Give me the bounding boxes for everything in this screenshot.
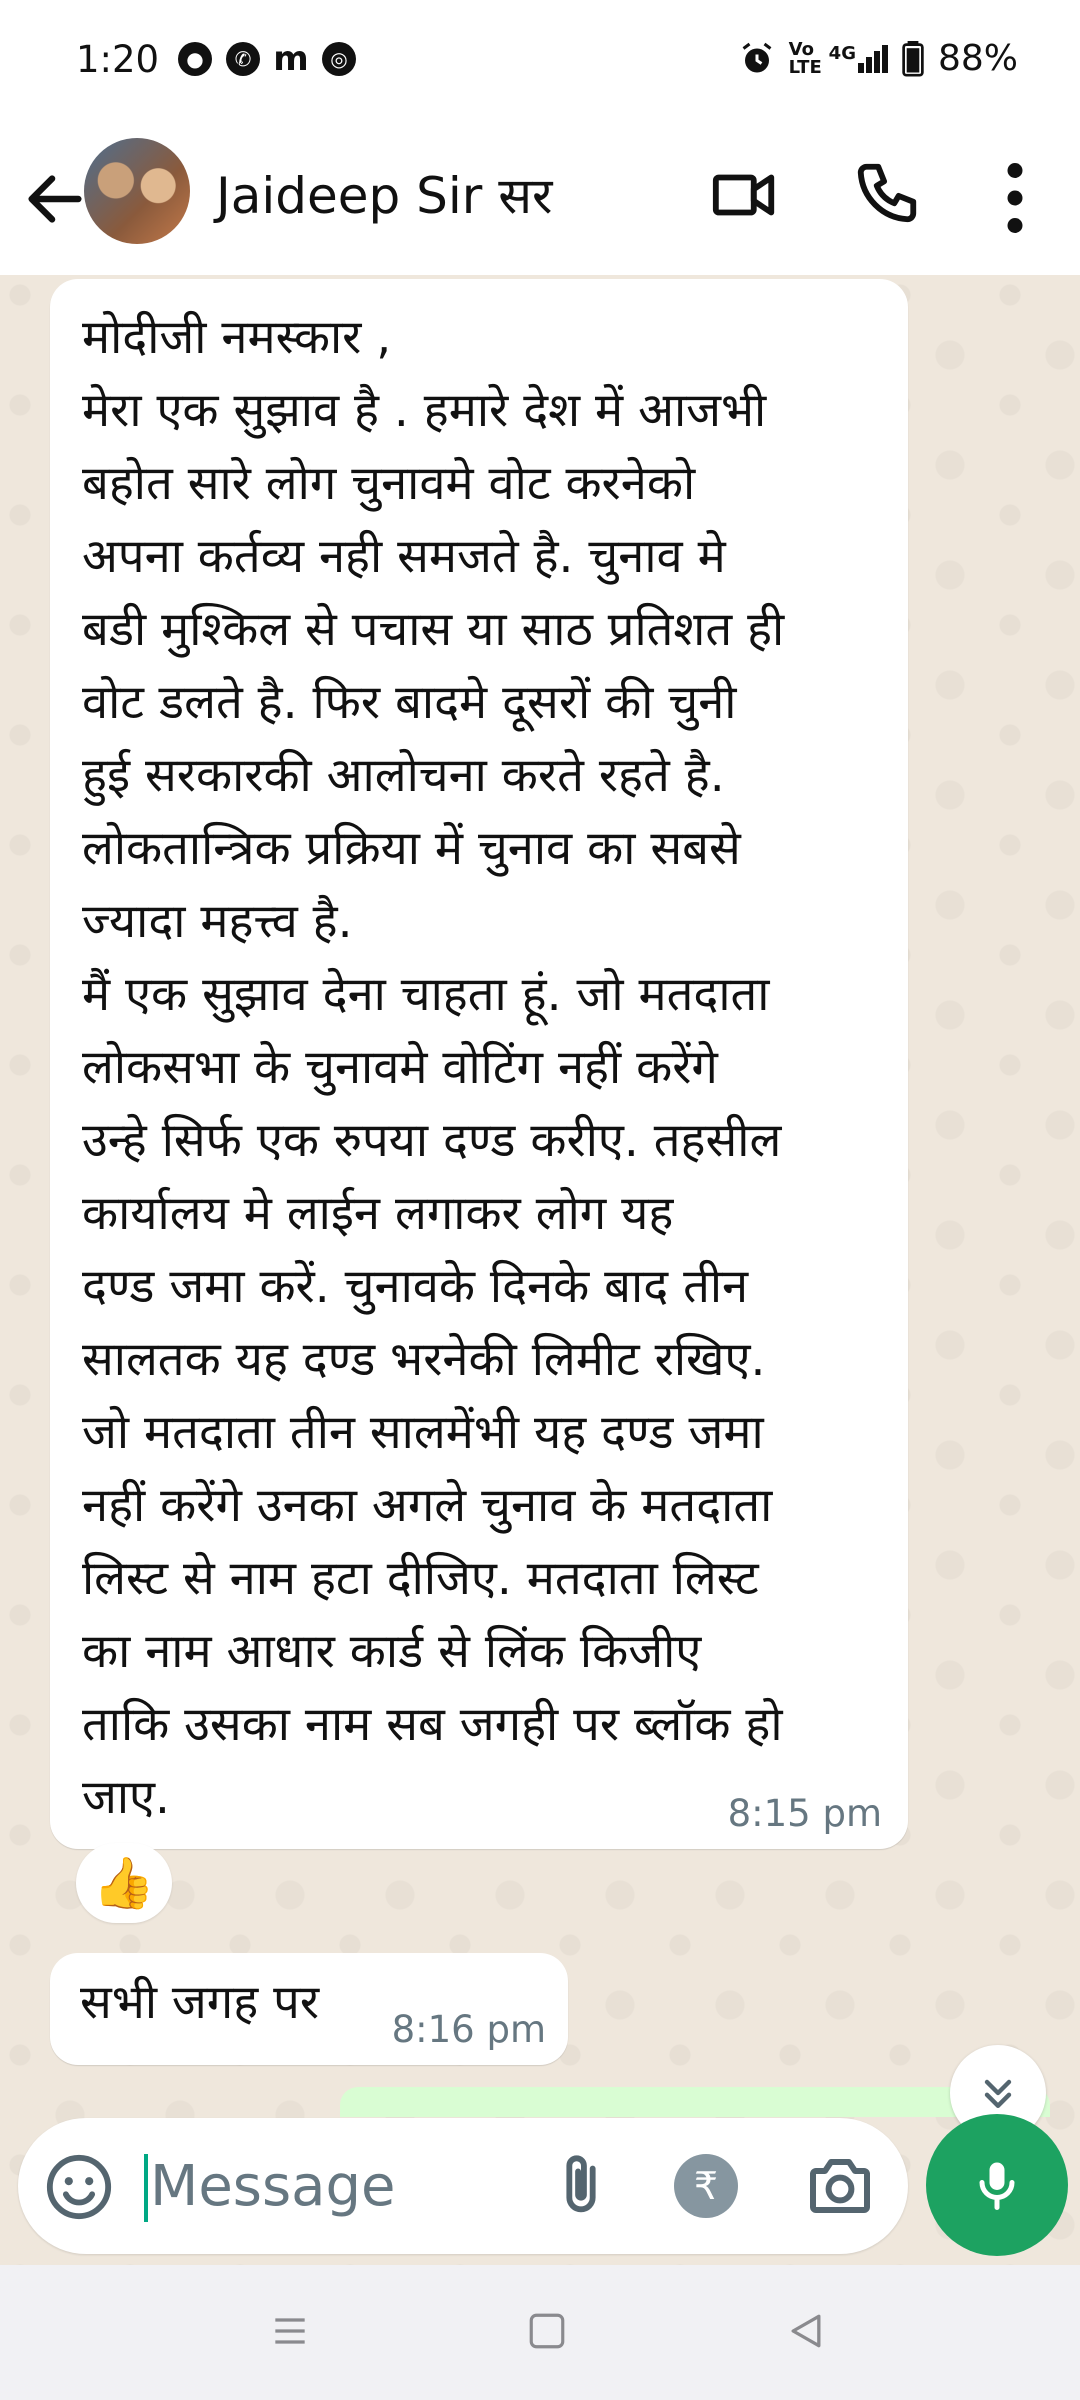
status-bar [0,0,1080,120]
camera-icon[interactable] [804,2150,876,2222]
m-icon: m [273,39,309,79]
status-time: 1:20 [76,38,160,81]
battery-percent: 88% [937,38,1018,79]
message-text: मोदीजी नमस्कार , मेरा एक सुझाव है . हमारे देश में आजभी बहोत सारे लोग चुनावमे वोट करनेको अपना कर्तव्य नही समजते है. चुनाव मे बडी मुश्किल से पचास या साठ प्रतिशत ही वोट डलते है. फिर बादमे दूसरों की चुनी हुई सरकारकी आलोचना करते रहते है. लोकतान्त्रिक प्रक्रिया में चुनाव का सबसे ज्यादा महत्त्व है. मैं एक सुझाव देना चाहता हूं. जो मतदाता लोकसभा के चुनावमे वोटिंग नहीं करेंगे उन्हे सिर्फ एक रुपया दण्ड करीए. तहसील कार्यालय मे लाईन लगाकर लोग यह दण्ड जमा करें. चुनावके दिनके बाद तीन सालतक यह दण्ड भरनेकी लिमीट रखिए. जो मतदाता तीन सालमेंभी यह दण्ड जमा नहीं करेंगे उनका अगले चुनाव के मतदाता लिस्ट से नाम हटा दीजिए. मतदाता लिस्ट का नाम आधार कार्ड से लिंक किजीए ताकि उसका नाम सब जगही पर ब्लॉक हो जाए. [82,310,785,1825]
message-input-pill [18,2118,908,2254]
video-call-icon[interactable] [710,160,780,230]
chat-bubble-icon: ● [178,42,212,76]
home-icon[interactable] [526,2309,568,2353]
whatsapp-icon: ✆ [226,42,260,76]
emoji-icon[interactable] [44,2152,114,2222]
network-label: 4G [828,42,856,64]
thumbs-up-reaction[interactable]: 👍 [76,1843,172,1923]
microphone-icon [967,2155,1027,2215]
chat-area[interactable] [0,275,1080,2265]
incoming-message-bubble[interactable] [50,1953,568,2065]
back-triangle-icon[interactable] [784,2307,828,2355]
notification-icons [178,39,356,79]
contact-avatar[interactable] [84,138,190,244]
incoming-message-bubble[interactable] [50,279,908,1849]
battery-icon [902,41,924,77]
back-arrow-icon[interactable] [20,164,90,234]
message-input[interactable] [150,2140,530,2232]
recent-apps-icon[interactable] [268,2309,312,2353]
phone-call-icon[interactable] [852,158,922,228]
text-cursor [144,2154,148,2222]
contact-name[interactable]: Jaideep Sir सर [216,167,553,225]
attach-icon[interactable] [546,2148,616,2224]
chat-header [0,120,1080,275]
payment-rupee-icon[interactable]: ₹ [674,2154,738,2218]
signal-icon [828,42,888,73]
voice-record-button[interactable] [926,2114,1068,2256]
double-chevron-down-icon [976,2071,1020,2115]
system-navigation-bar [0,2265,1080,2400]
message-timestamp: 8:16 pm [391,2008,546,2051]
alarm-icon [739,41,775,77]
message-timestamp: 8:15 pm [727,1792,882,1835]
compose-bar [0,2110,1080,2265]
chrome-icon: ◎ [322,42,356,76]
message-text: सभी जगह पर [80,1975,320,2030]
more-options-icon[interactable] [990,158,1040,238]
status-right [739,38,1018,79]
volte-label: Vo LTE [788,38,822,78]
